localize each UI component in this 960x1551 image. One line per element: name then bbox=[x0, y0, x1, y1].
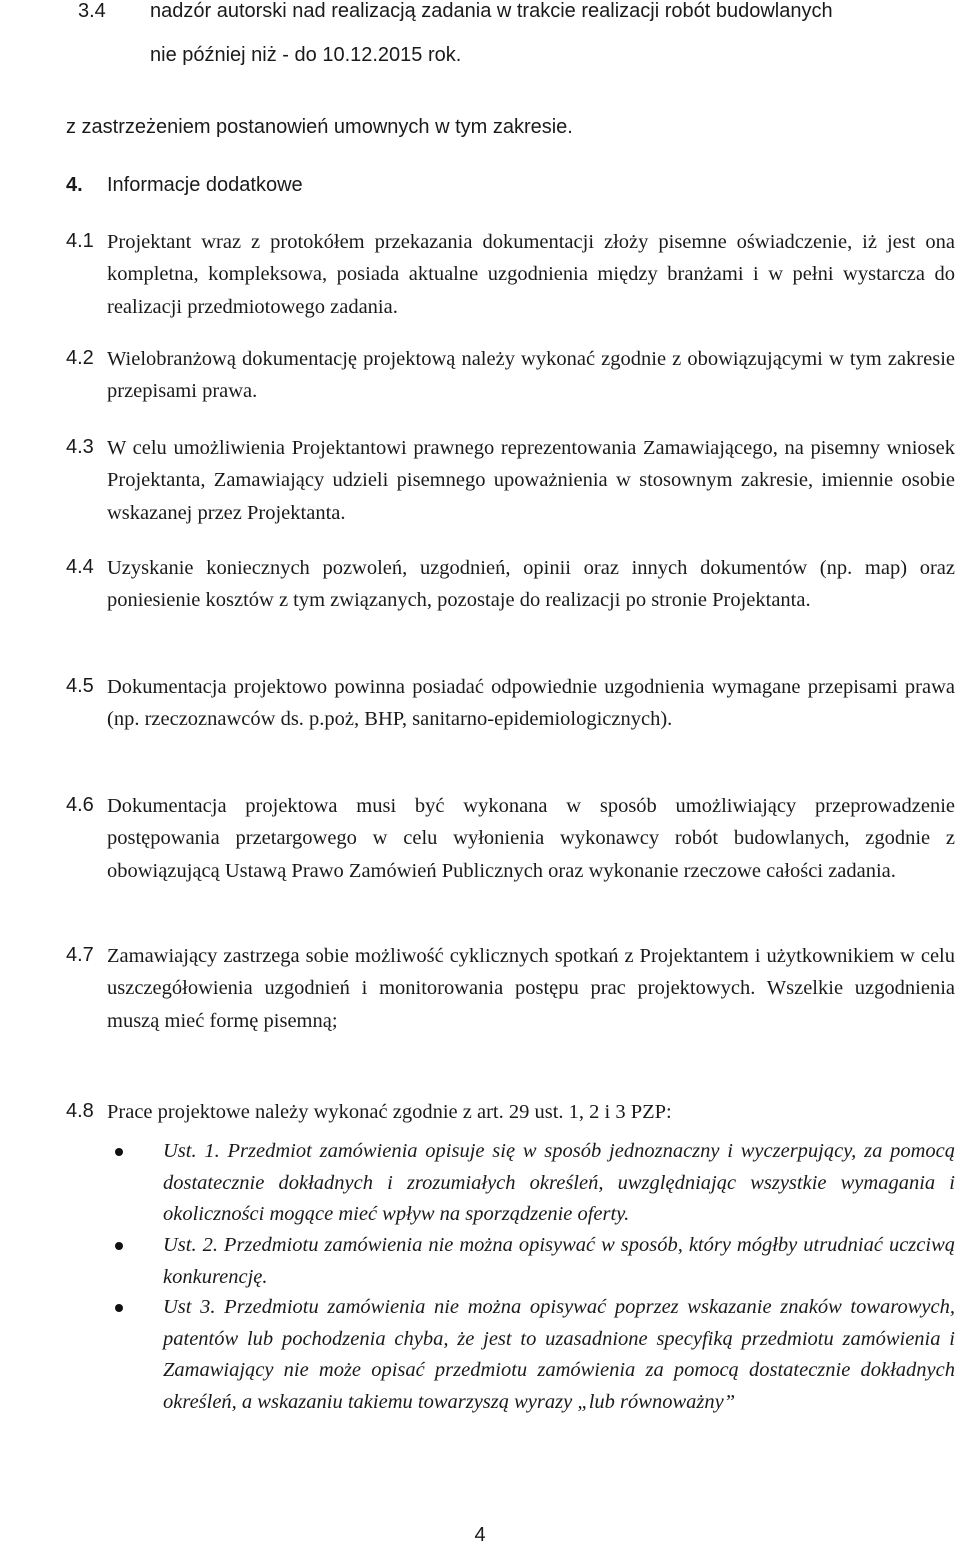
page-number: 4 bbox=[474, 1524, 486, 1546]
item-number: 4.1 bbox=[66, 230, 94, 252]
bullet-dot-icon bbox=[115, 1304, 123, 1312]
item-number: 4.7 bbox=[66, 944, 94, 966]
item-text: Projektant wraz z protokółem przekazania dokumentacji złoży pisemne oświadczenie, iż jest ona kompletna, kompleksowa, posiada aktualne uzgodnienia między branżami i w pełni wystarcza do realizacji przedmiotowego zadania. bbox=[107, 231, 955, 318]
item-text: Dokumentacja projektowo powinna posiadać odpowiednie uzgodnienia wymagane przepisami prawa (np. rzeczoznawców ds. p.poż, BHP, sanitarno-epidemiologicznych). bbox=[107, 676, 955, 731]
section-number: 4. bbox=[66, 174, 83, 196]
item-number: 4.3 bbox=[66, 436, 94, 458]
bullet-item: Ust. 2. Przedmiotu zamówienia nie można opisywać w sposób, który mógłby utrudniać uczciwą konkurencję. bbox=[163, 1234, 955, 1288]
bullet-dot-icon bbox=[115, 1242, 123, 1250]
bullet-item: Ust. 1. Przedmiot zamówienia opisuje się w sposób jednoznaczny i wyczerpujący, za pomocą dostatecznie dokładnych i zrozumiałych określeń, uwzględniając wszystkie wymagania i okoliczności mogące mieć wpływ na sporządzenie oferty. bbox=[163, 1140, 955, 1225]
bullet-item: Ust 3. Przedmiotu zamówienia nie można opisywać poprzez wskazanie znaków towarowych, patentów lub pochodzenia chyba, że jest to uzasadnione specyfiką przedmiotu zamówienia i Zamawiający nie może opisać przedmiotu zamówienia za pomocą dostatecznie dokładnych określeń, a wskazaniu takiemu towarzyszą wyrazy „lub równoważny” bbox=[163, 1296, 955, 1413]
section-title: Informacje dodatkowe bbox=[107, 174, 303, 196]
item-text: Prace projektowe należy wykonać zgodnie z art. 29 ust. 1, 2 i 3 PZP: bbox=[107, 1101, 672, 1123]
item-text: Zamawiający zastrzega sobie możliwość cyklicznych spotkań z Projektantem i użytkownikiem w celu uszczegółowienia uzgodnień i monitorowania postępu prac projektowych. Wszelkie uzgodnienia muszą mieć formę pisemną; bbox=[107, 945, 955, 1032]
item-number: 4.2 bbox=[66, 347, 94, 369]
reservation-note: z zastrzeżeniem postanowień umownych w tym zakresie. bbox=[66, 116, 573, 138]
item-number: 4.8 bbox=[66, 1100, 94, 1122]
item-number: 4.4 bbox=[66, 556, 94, 578]
item-number: 4.5 bbox=[66, 675, 94, 697]
item-3-4-number: 3.4 bbox=[78, 0, 106, 22]
item-text: W celu umożliwienia Projektantowi prawnego reprezentowania Zamawiającego, na pisemny wniosek Projektanta, Zamawiający udzieli pisemnego upoważnienia w stosownym zakresie, imiennie osobie wskazanej przez Projektanta. bbox=[107, 437, 955, 524]
item-number: 4.6 bbox=[66, 794, 94, 816]
item-text: Uzyskanie koniecznych pozwoleń, uzgodnień, opinii oraz innych dokumentów (np. map) oraz poniesienie kosztów z tym związanych, pozostaje do realizacji po stronie Projektanta. bbox=[107, 557, 955, 612]
item-text: Dokumentacja projektowa musi być wykonana w sposób umożliwiający przeprowadzenie postępowania przetargowego w celu wyłonienia wykonawcy robót budowlanych, zgodnie z obowiązującą Ustawą Prawo Zamówień Publicznych oraz wykonanie rzeczowe całości zadania. bbox=[107, 795, 955, 882]
item-3-4-text-line2: nie później niż - do 10.12.2015 rok. bbox=[150, 44, 462, 66]
item-3-4-text-line1: nadzór autorski nad realizacją zadania w trakcie realizacji robót budowlanych bbox=[150, 0, 833, 22]
item-text: Wielobranżową dokumentację projektową należy wykonać zgodnie z obowiązującymi w tym zakresie przepisami prawa. bbox=[107, 348, 955, 403]
bullet-dot-icon bbox=[115, 1148, 123, 1156]
